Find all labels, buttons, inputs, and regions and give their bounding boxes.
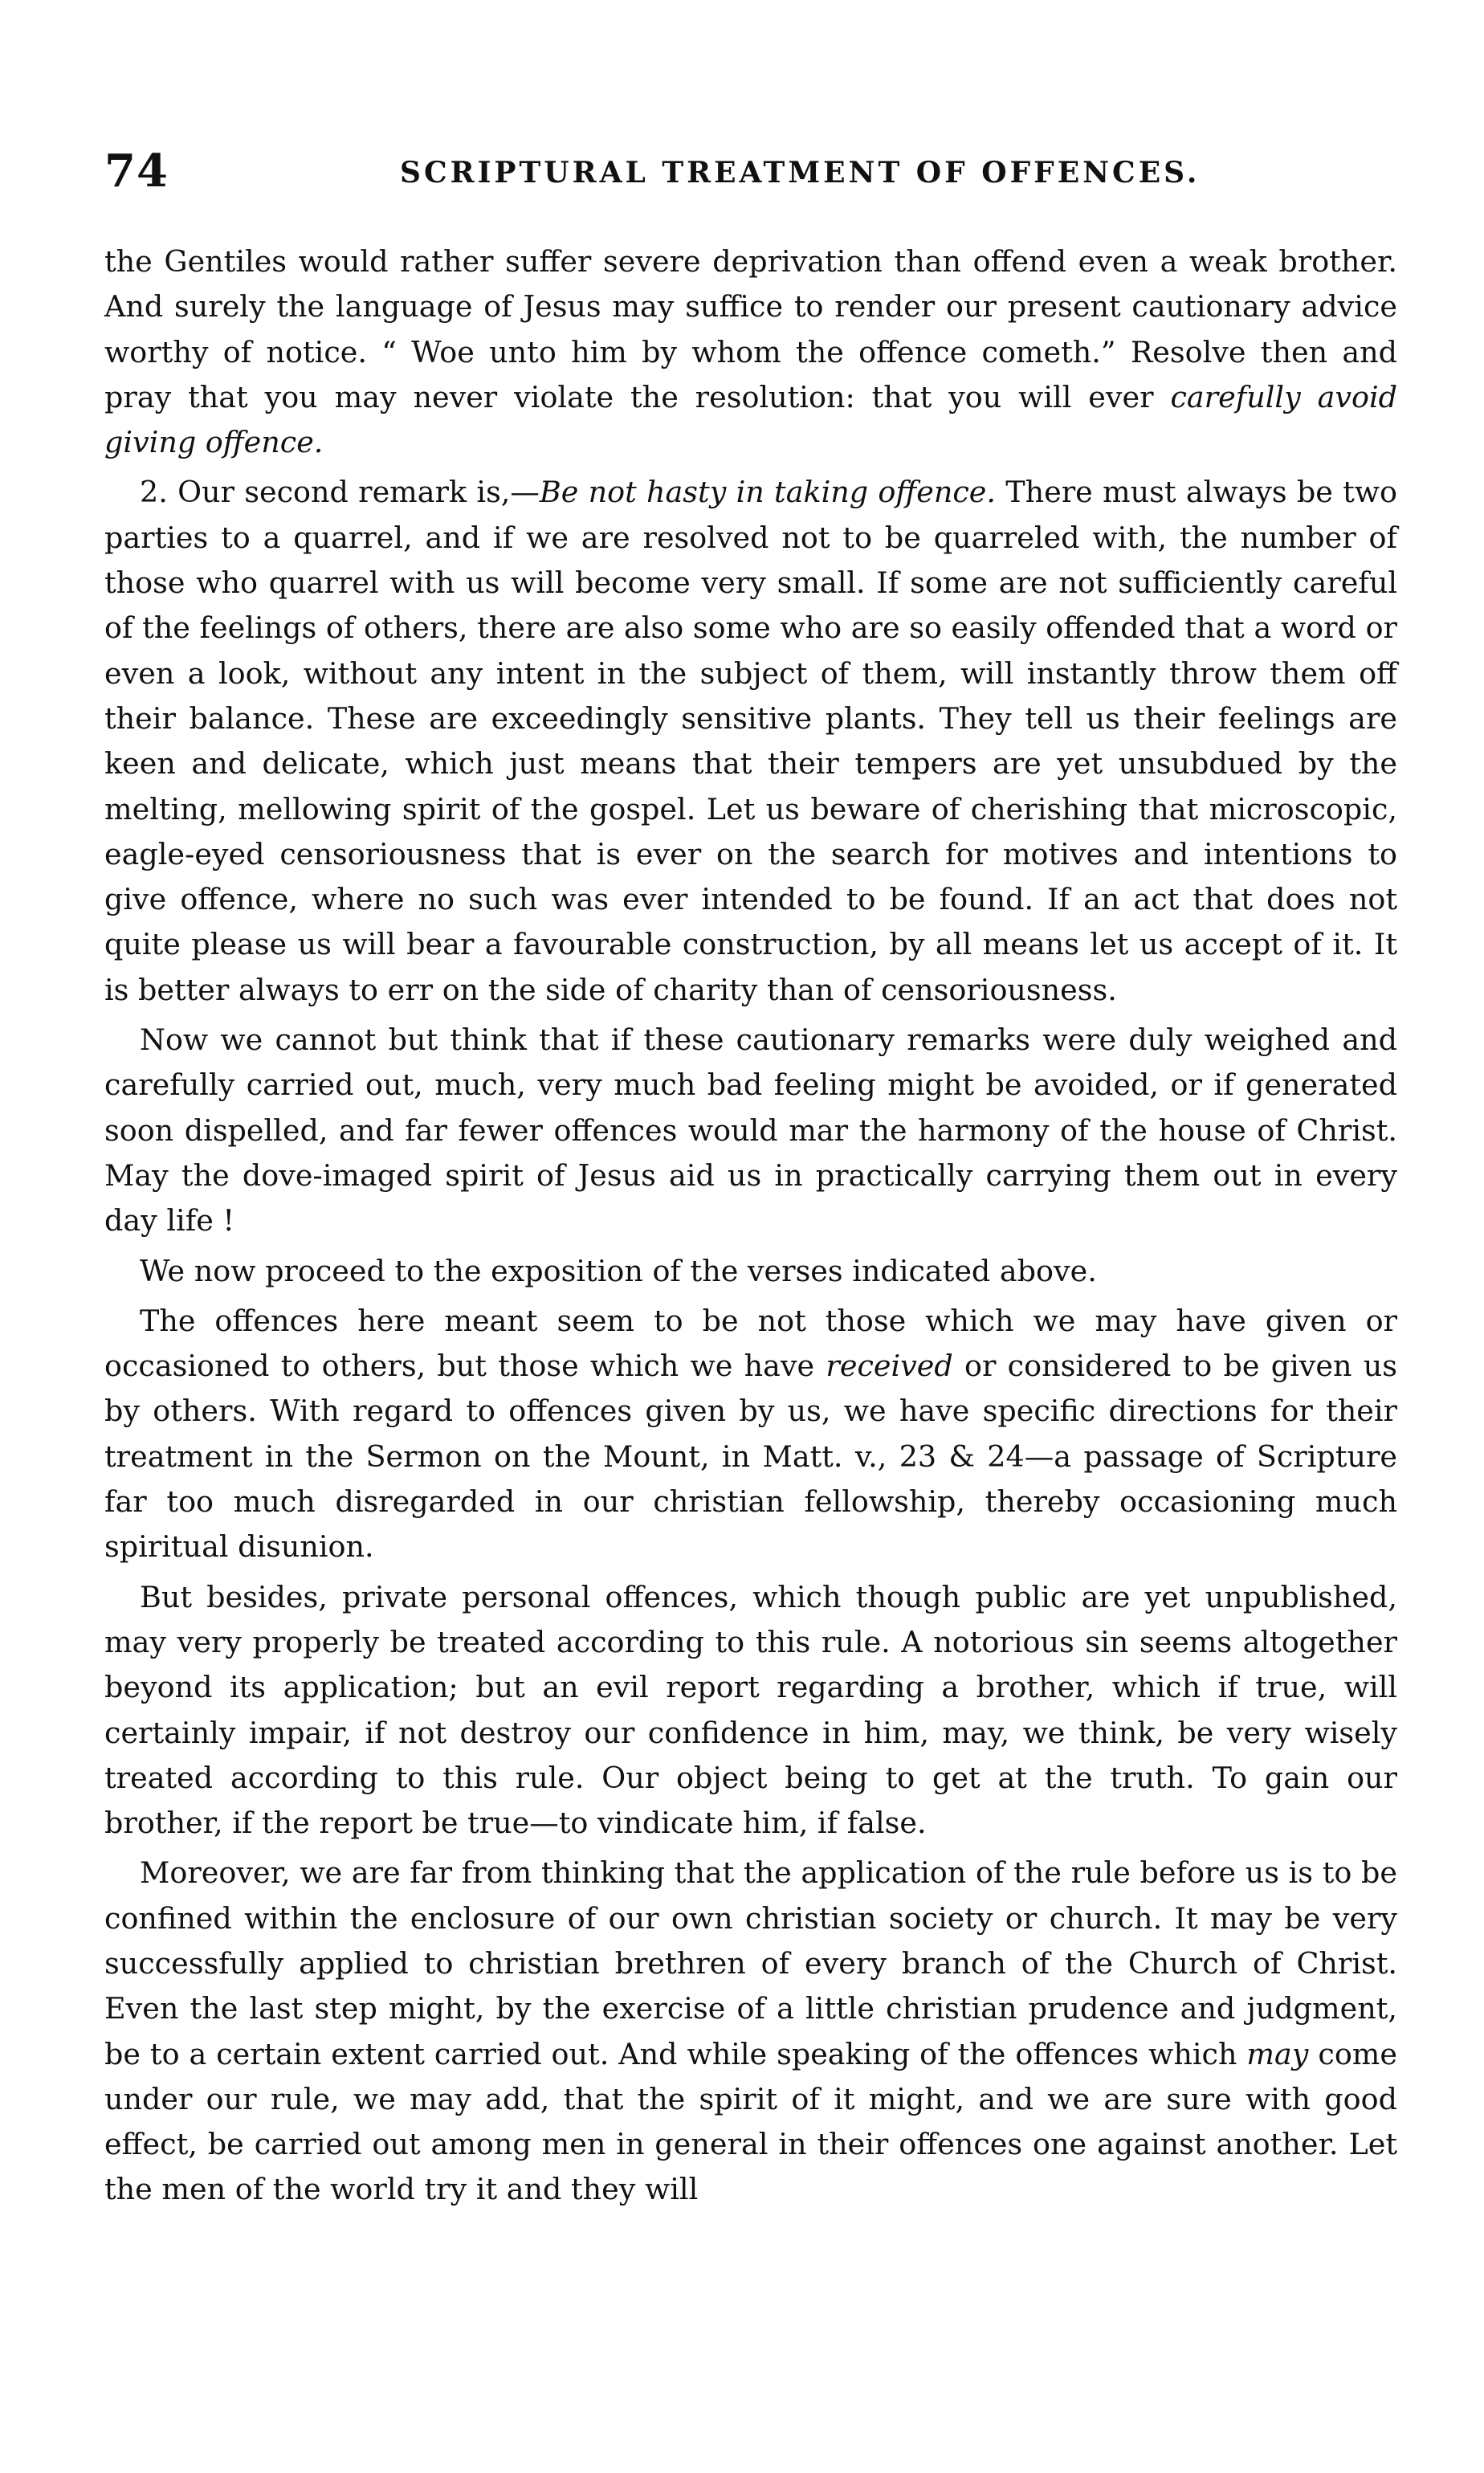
text-segment: Moreover, we are far from thinking that the application of the rule before us is to be confined within the enclosure of our own christian society or church. It may be very successfully applied to christian brethren of every branch of the Church of Christ. Even the last step might, by the exercise of a little christian prudence and judgment, be to a certain extent carried out. And while speaking of the offences which (104, 1855, 1397, 2071)
text-segment: or considered to be given us by others. With regard to offences given by us, we have specific directions for their treatment in the Sermon on the Mount, in Matt. v., 23 & 24—a passage of Scripture far too much disregarded in our christian fellowship, thereby occasioning much spiritual disunion. (104, 1349, 1397, 1565)
paragraph-1 (104, 239, 1397, 465)
paragraph-6 (104, 1575, 1397, 1847)
text-segment: The offences here meant seem to be not those which we may have given or occasioned to others, but those which we have (104, 1303, 1397, 1384)
text-segment: There must always be two parties to a quarrel, and if we are resolved not to be quarreled with, the number of those who quarrel with us will become very small. If some are not sufficiently careful of the feelings of others, there are also some who are so easily offended that a word or even a look, without any intent in the subject of them, will instantly throw them off their balance. These are exceedingly sensitive plants. They tell us their feelings are keen and delicate, which just means that their tempers are yet unsubdued by the melting, mellowing spirit of the gospel. Let us beware of cherishing that microscopic, eagle-eyed censoriousness that is ever on the search for motives and intentions to give offence, where no such was ever intended to be found. If an act that does not quite please us will bear a favourable construction, by all means let us accept of it. It is better always to err on the side of charity than of censoriousness. (104, 475, 1397, 1007)
paragraph-5 (104, 1299, 1397, 1570)
paragraph-3 (104, 1018, 1397, 1243)
paragraph-4 (104, 1249, 1397, 1294)
page-number: 74 (104, 145, 169, 198)
running-title: SCRIPTURAL TREATMENT OF OFFENCES. (400, 156, 1201, 190)
book-page (104, 145, 1397, 2418)
italic-phrase: Be not hasty in taking offence. (539, 475, 996, 510)
text-segment: come under our rule, we may add, that the spirit of it might, and we are sure with good effect, be carried out among men in general in their offences one against another. Let the men of the world try it and they will (104, 2036, 1398, 2207)
paragraph-2 (104, 470, 1397, 1013)
italic-phrase: may (1246, 2036, 1309, 2071)
running-header (104, 145, 1397, 225)
text-segment: 2. Our second remark is,— (140, 475, 540, 510)
text-segment: But besides, private personal offences, which though public are yet unpublished, may very properly be treated according to this rule. A notorious sin seems altogether beyond its application; but an evil report regarding a brother, which if true, will certainly impair, if not destroy our confidence in him, may, we think, be very wisely treated according to this rule. Our object being to get at the truth. To gain our brother, if the report be true—to vindicate him, if false. (104, 1579, 1397, 1841)
text-segment: Now we cannot but think that if these cautionary remarks were duly weighed and carefully carried out, much, very much bad feeling might be avoided, or if generated soon dispelled, and far fewer offences would mar the harmony of the house of Christ. May the dove-imaged spirit of Jesus aid us in practically carrying them out in every day life ! (104, 1022, 1397, 1239)
text-segment: the Gentiles would rather suffer severe deprivation than offend even a weak brother. And surely the language of Jesus may suffice to render our present cautionary advice worthy of notice. “ Woe unto him by whom the offence cometh.” Resolve then and pray that you may never violate the resolution: that you will ever (104, 244, 1397, 414)
italic-phrase: received (826, 1349, 953, 1384)
italic-phrase: carefully avoid giving offence. (104, 379, 1397, 460)
paragraph-7 (104, 1851, 1397, 2212)
text-segment: We now proceed to the exposition of the verses indicated above. (140, 1253, 1097, 1288)
